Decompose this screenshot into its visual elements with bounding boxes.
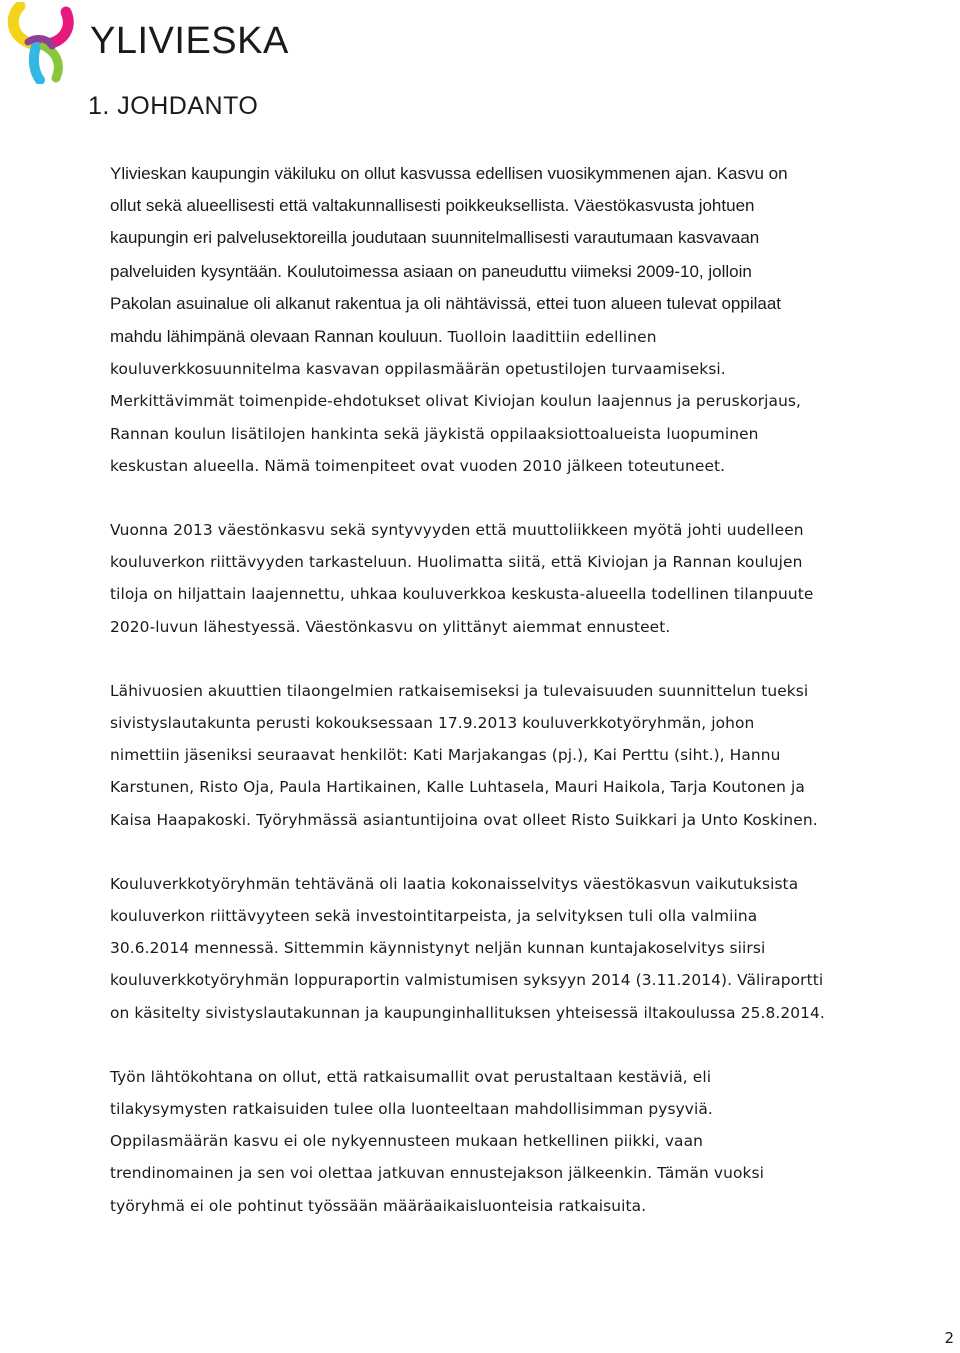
text-line: Rannan koulun lisätilojen hankinta sekä jäykistä oppilaaksiottoalueista luopuminen	[110, 424, 759, 443]
text-line: Työn lähtökohtana on ollut, että ratkaisumallit ovat perustaltaan kestäviä, eli	[110, 1067, 712, 1086]
text-line: ollut sekä alueellisesti että valtakunnallisesti poikkeuksellista. Väestökasvusta johtuen	[110, 196, 755, 216]
text-line: kaupungin eri palvelusektoreilla joudutaan suunnitelmallisesti varautumaan kasvavaan	[110, 228, 760, 248]
text-line: 30.6.2014 mennessä. Sittemmin käynnistynyt neljän kunnan kuntajakoselvitys siirsi	[110, 939, 766, 958]
text-line: keskustan alueella. Nämä toimenpiteet ovat vuoden 2010 jälkeen toteutuneet.	[110, 456, 726, 475]
paragraph-working-group	[110, 675, 960, 836]
text-line: Merkittävimmät toimenpide-ehdotukset olivat Kiviojan koulun laajennus ja peruskorjaus,	[110, 392, 802, 411]
text-segment: palveluiden kysyntään.	[110, 261, 283, 281]
paragraph-intro	[110, 158, 960, 482]
text-line: on käsitelty sivistyslautakunnan ja kaupunginhallituksen yhteisessä iltakoulussa 25.8.2014.	[110, 1003, 825, 1022]
text-line: trendinomainen ja sen voi olettaa jatkuvan ennustejakson jälkeenkin. Tämän vuoksi	[110, 1164, 764, 1183]
text-line: Lähivuosien akuuttien tilaongelmien ratkaisemiseksi ja tulevaisuuden suunnittelun tueksi	[110, 681, 809, 700]
text-line: Karstunen, Risto Oja, Paula Hartikainen, Kalle Luhtasela, Mauri Haikola, Tarja Koutonen ja	[110, 778, 805, 797]
text-line: kouluverkon riittävyyden tarkasteluun. Huolimatta siitä, että Kiviojan ja Rannan koulujen	[110, 553, 803, 572]
text-line: kouluverkon riittävyyteen sekä investointitarpeista, ja selvityksen tuli olla valmiina	[110, 907, 758, 926]
text-line: Ylivieskan kaupungin väkiluku on ollut kasvussa edellisen vuosikymmenen ajan. Kasvu on	[110, 164, 788, 183]
text-line	[110, 255, 960, 288]
text-segment: Tuolloin laadittiin edellinen	[447, 328, 657, 347]
text-line: 2020-luvun lähestyessä. Väestönkasvu on ylittänyt aiemmat ennusteet.	[110, 617, 671, 636]
text-segment: mahdu lähimpänä olevaan Rannan kouluun.	[110, 327, 443, 347]
text-line: Kouluverkkotyöryhmän tehtävänä oli laatia kokonaisselvitys väestökasvun vaikutuksista	[110, 874, 799, 893]
text-line: Vuonna 2013 väestönkasvu sekä syntyvyyden että muuttoliikkeen myötä johti uudelleen	[110, 521, 804, 540]
paragraph-2013	[110, 514, 960, 643]
text-line: Oppilasmäärän kasvu ei ole nykyennusteen mukaan hetkellinen piikki, vaan	[110, 1132, 703, 1151]
ylivieska-logo-icon	[6, 2, 76, 84]
text-line: sivistyslautakunta perusti kokouksessaan 17.9.2013 kouluverkkotyöryhmän, johon	[110, 714, 755, 733]
text-line: tiloja on hiljattain laajennettu, uhkaa kouluverkkoa keskusta-alueella todellinen tilanpuute	[110, 585, 814, 604]
paragraph-task	[110, 868, 960, 1029]
text-segment: Koulutoimessa asiaan on paneuduttu viimeksi 2009-10, jolloin	[286, 261, 752, 281]
text-line	[110, 320, 960, 353]
text-line: tilakysymysten ratkaisuiden tulee olla luonteeltaan mahdollisimman pysyviä.	[110, 1100, 713, 1119]
text-line: nimettiin jäseniksi seuraavat henkilöt: Kati Marjakangas (pj.), Kai Perttu (siht.), Hannu	[110, 746, 781, 765]
page-title: 1. JOHDANTO	[88, 92, 259, 120]
paragraph-premise	[110, 1061, 960, 1222]
page-number: 2	[944, 1329, 954, 1347]
text-line: kouluverkkotyöryhmän loppuraportin valmistumisen syksyyn 2014 (3.11.2014). Väliraportti	[110, 971, 824, 990]
text-line: Pakolan asuinalue oli alkanut rakentua ja oli nähtävissä, ettei tuon alueen tulevat oppilaat	[110, 293, 782, 313]
text-line: työryhmä ei ole pohtinut työssään määräaikaisluonteisia ratkaisuita.	[110, 1196, 647, 1215]
text-line: kouluverkkosuunnitelma kasvavan oppilasmäärän opetustilojen turvaamiseksi.	[110, 360, 726, 379]
logo-wordmark: YLIVIESKA	[90, 20, 289, 62]
document-body	[110, 158, 960, 1254]
text-line: Kaisa Haapakoski. Työryhmässä asiantuntijoina ovat olleet Risto Suikkari ja Unto Koskinen.	[110, 810, 818, 829]
